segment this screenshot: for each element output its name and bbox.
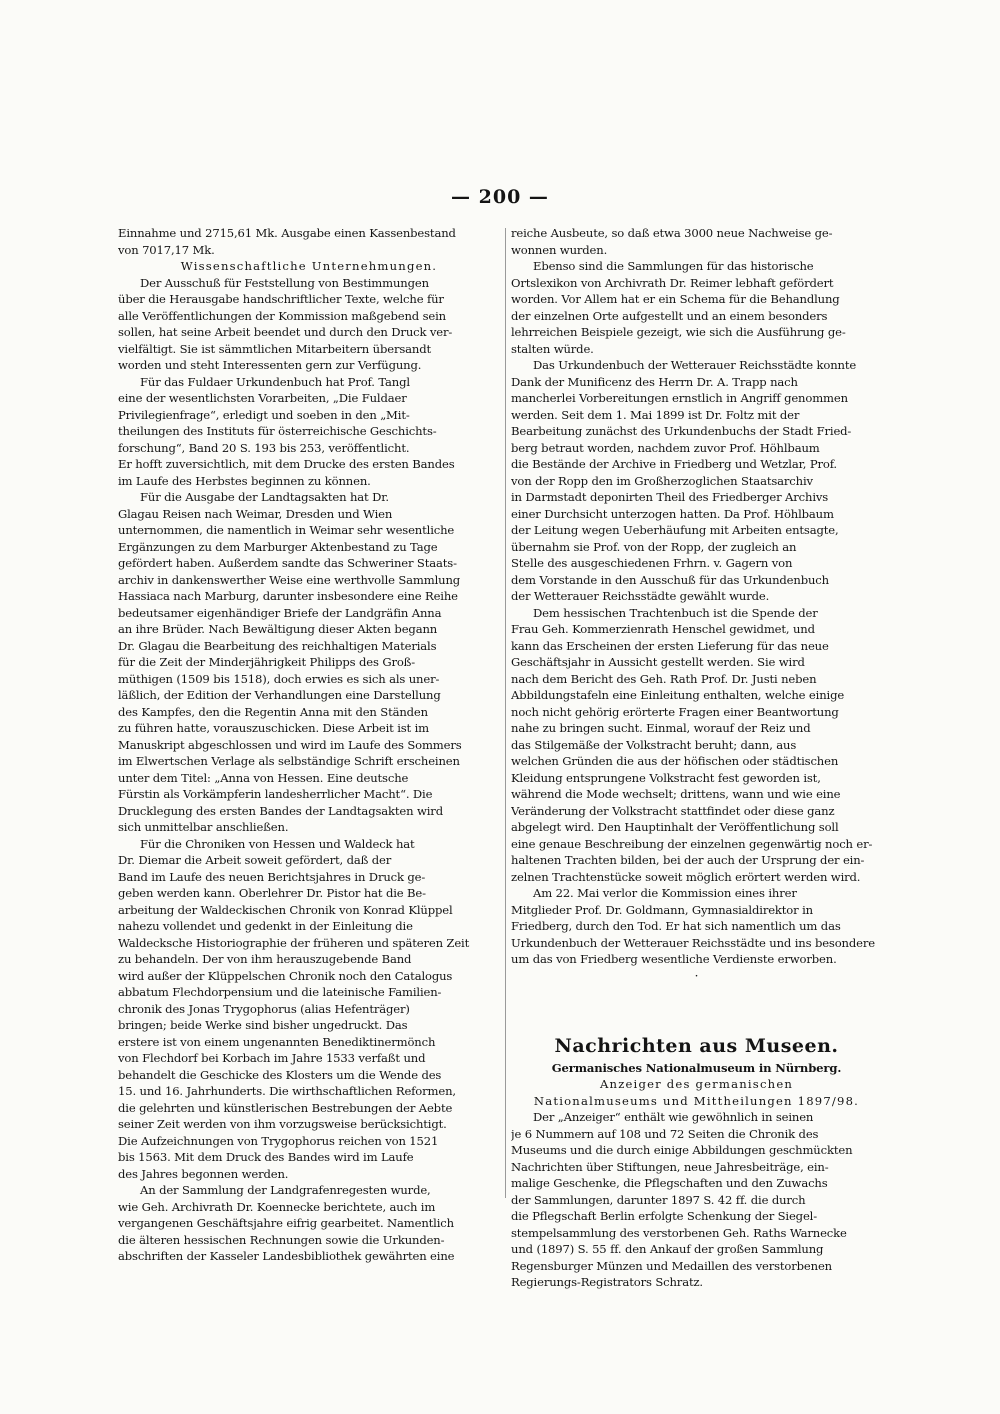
text-line: an ihre Brüder. Nach Bewältigung dieser Akten begann	[118, 622, 438, 636]
text-line: zu behandeln. Der von ihm herauszugebende Band	[118, 952, 412, 966]
right-column	[511, 225, 882, 1291]
text-line: der einzelnen Orte aufgestellt und an einem besonders	[511, 308, 828, 323]
text-line: Regierungs-Registrators Schratz.	[511, 1275, 703, 1289]
text-line: Nachrichten über Stiftungen, neue Jahresbeiträge, ein-	[511, 1159, 829, 1174]
text-line: noch nicht gehörig erörterte Fragen einer Beantwortung	[511, 704, 839, 719]
text-line: seiner Zeit werden von ihm vorzugsweise berücksichtigt.	[118, 1117, 447, 1131]
text-line: abgelegt wird. Den Hauptinhalt der Veröffentlichung soll	[511, 820, 839, 834]
text-line: Einnahme und 2715,61 Mk. Ausgabe einen Kassenbestand	[118, 226, 456, 240]
text-line: im Elwertschen Verlage als selbständige Schrift erscheinen	[118, 754, 460, 768]
text-line: und (1897) S. 55 ff. den Ankauf der großen Sammlung	[511, 1242, 824, 1256]
text-line: Manuskript abgeschlossen und wird im Laufe des Sommers	[118, 737, 462, 752]
text-line: werden. Seit dem 1. Mai 1899 ist Dr. Foltz mit der	[511, 407, 800, 422]
text-line: Für die Ausgabe der Landtagsakten hat Dr.	[140, 490, 389, 504]
text-line: Drucklegung des ersten Bandes der Landtagsakten wird	[118, 803, 443, 818]
text-line: malige Geschenke, die Pflegschaften und den Zuwachs	[511, 1176, 828, 1190]
text-line: sollen, hat seine Arbeit beendet und durch den Druck ver-	[118, 325, 453, 339]
text-line: Geschäftsjahr in Aussicht gestellt werden. Sie wird	[511, 655, 805, 669]
column-divider	[505, 228, 506, 1198]
text-line: Am 22. Mai verlor die Kommission eines ihrer	[533, 886, 797, 900]
text-line: während die Mode wechselt; drittens, wann und wie eine	[511, 787, 841, 801]
text-line: Band im Laufe des neuen Berichtsjahres in Druck ge-	[118, 869, 426, 884]
text-line: reiche Ausbeute, so daß etwa 3000 neue Nachweise ge-	[511, 226, 833, 240]
text-line: chronik des Jonas Trygophorus (alias Hefenträger)	[118, 1001, 410, 1016]
text-line: Glagau Reisen nach Weimar, Dresden und Wien	[118, 506, 393, 521]
text-line: der Sammlungen, darunter 1897 S. 42 ff. die durch	[511, 1192, 806, 1207]
left-column	[118, 225, 500, 1265]
text-line: Er hofft zuversichtlich, mit dem Drucke des ersten Bandes	[118, 457, 455, 471]
text-line: Der „Anzeiger“ enthält wie gewöhnlich in seinen	[533, 1110, 814, 1124]
text-line: erstere ist von einem ungenannten Benediktinermönch	[118, 1034, 436, 1049]
text-line: in Darmstadt deponirten Theil des Friedberger Archivs	[511, 490, 829, 504]
text-line: läßlich, der Edition der Verhandlungen eine Darstellung	[118, 688, 441, 702]
text-line: mancherlei Vorbereitungen ernstlich in Angriff genommen	[511, 391, 848, 405]
separator-dot: ·	[694, 968, 699, 983]
text-line: nahezu vollendet und gedenkt in der Einleitung die	[118, 919, 413, 933]
text-line: für die Zeit der Minderjährigkeit Philipps des Groß-	[118, 655, 416, 669]
text-line: Dank der Munificenz des Herrn Dr. A. Trapp nach	[511, 374, 798, 389]
section-text	[511, 1060, 882, 1291]
text-line: Fürstin als Vorkämpferin landesherrlicher Macht“. Die	[118, 787, 433, 801]
text-line: theilungen des Instituts für österreichische Geschichts-	[118, 424, 437, 438]
text-line: die älteren hessischen Rechnungen sowie die Urkunden-	[118, 1232, 445, 1247]
text-line: die Bestände der Archive in Friedberg und Wetzlar, Prof.	[511, 457, 837, 471]
text-line: zelnen Trachtenstücke soweit möglich erörtert werden wird.	[511, 869, 861, 884]
text-line: nach dem Bericht des Geh. Rath Prof. Dr. Justi neben	[511, 671, 817, 686]
text-line: Waldecksche Historiographie der früheren und späteren Zeit	[118, 935, 470, 950]
text-line: Ebenso sind die Sammlungen für das historische	[533, 259, 814, 273]
text-line: worden und steht Interessenten gern zur Verfügung.	[118, 358, 422, 372]
text-line: des Kampfes, den die Regentin Anna mit den Ständen	[118, 704, 428, 719]
text-line: der Wetterauer Reichsstädte gewählt wurde.	[511, 589, 770, 603]
text-line: Regensburger Münzen und Medaillen des verstorbenen	[511, 1258, 832, 1273]
text-line: von 7017,17 Mk.	[118, 242, 215, 257]
text-line: Das Urkundenbuch der Wetterauer Reichsstädte konnte	[533, 358, 857, 372]
text-line: wonnen wurden.	[511, 242, 608, 257]
text-line: von Flechdorf bei Korbach im Jahre 1533 verfaßt und	[118, 1051, 426, 1065]
text-line: Privilegienfrage“, erledigt und soeben in den „Mit-	[118, 407, 410, 422]
text-line: Bearbeitung zunächst des Urkundenbuchs der Stadt Fried-	[511, 424, 852, 438]
text-line: vergangenen Geschäftsjahre eifrig gearbeitet. Namentlich	[118, 1216, 454, 1230]
text-line: einer Durchsicht unterzogen hatten. Da Prof. Höhlbaum	[511, 506, 834, 521]
text-line: Für das Fuldaer Urkundenbuch hat Prof. Tangl	[140, 374, 410, 389]
right-column-text	[511, 225, 882, 968]
text-line: bis 1563. Mit dem Druck des Bandes wird im Laufe	[118, 1150, 414, 1164]
text-line: um das von Friedberg wesentliche Verdienste erworben.	[511, 952, 837, 966]
text-line: wie Geh. Archivrath Dr. Koennecke berichtete, auch im	[118, 1199, 436, 1214]
text-line: kann das Erscheinen der ersten Lieferung für das neue	[511, 638, 829, 653]
text-line: bedeutsamer eigenhändiger Briefe der Landgräfin Anna	[118, 605, 442, 620]
text-line: Der Ausschuß für Feststellung von Bestimmungen	[140, 275, 429, 290]
text-line: Museums und die durch einige Abbildungen geschmückten	[511, 1143, 853, 1157]
page-number: — 200 —	[451, 186, 549, 208]
text-line: abbatum Flechdorpensium und die lateinische Familien-	[118, 985, 442, 999]
text-line: Stelle des ausgeschiedenen Frhrn. v. Gagern von	[511, 556, 793, 570]
text-line: unternommen, die namentlich in Weimar sehr wesentliche	[118, 523, 455, 537]
text-line: übernahm sie Prof. von der Ropp, der zugleich an	[511, 539, 797, 554]
text-line: Hassiaca nach Marburg, darunter insbesondere eine Reihe	[118, 589, 458, 603]
text-line: Mitglieder Prof. Dr. Goldmann, Gymnasialdirektor in	[511, 902, 813, 917]
text-line: von der Ropp den im Großherzoglichen Staatsarchiv	[511, 473, 813, 488]
text-line: über die Herausgabe handschriftlicher Texte, welche für	[118, 292, 444, 306]
text-line: Dem hessischen Trachtenbuch ist die Spende der	[533, 605, 818, 620]
text-line: Veränderung der Volkstracht stattfindet oder diese ganz	[511, 803, 835, 818]
text-line: unter dem Titel: „Anna von Hessen. Eine deutsche	[118, 770, 409, 785]
section-title: Nachrichten aus Museen.	[554, 1034, 839, 1057]
text-line: bringen; beide Werke sind bisher ungedruckt. Das	[118, 1018, 408, 1032]
text-line: geben werden kann. Oberlehrer Dr. Pistor hat die Be-	[118, 886, 426, 900]
text-line: die Pflegschaft Berlin erfolgte Schenkung der Siegel-	[511, 1209, 817, 1223]
text-line: nahe zu bringen sucht. Einmal, worauf der Reiz und	[511, 721, 811, 735]
text-line: zu führen hatte, vorauszuschicken. Diese Arbeit ist im	[118, 721, 429, 735]
text-line: abschriften der Kasseler Landesbibliothek gewährten eine	[118, 1249, 455, 1263]
text-line: eine der wesentlichsten Vorarbeiten, „Die Fuldaer	[118, 391, 407, 405]
text-line: müthigen (1509 bis 1518), doch erwies es sich als uner-	[118, 671, 440, 686]
text-line: wird außer der Klüppelschen Chronik noch den Catalogus	[118, 968, 453, 983]
text-line: Germanisches Nationalmuseum in Nürnberg.	[551, 1060, 842, 1075]
text-line: eine genaue Beschreibung der einzelnen gegenwärtig noch er-	[511, 836, 873, 851]
text-line: 15. und 16. Jahrhunderts. Die wirthschaftlichen Reformen,	[118, 1084, 456, 1098]
text-line: stalten würde.	[511, 341, 594, 356]
text-line: Ergänzungen zu dem Marburger Aktenbestand zu Tage	[118, 539, 438, 554]
text-line: Die Aufzeichnungen von Trygophorus reichen von 1521	[118, 1133, 439, 1148]
text-line: arbeitung der Waldeckischen Chronik von Konrad Klüppel	[118, 902, 453, 917]
text-line: Friedberg, durch den Tod. Er hat sich namentlich um das	[511, 919, 841, 933]
text-line: sich unmittelbar anschließen.	[118, 820, 289, 834]
text-line: Dr. Glagau die Bearbeitung des reichhaltigen Materials	[118, 638, 437, 653]
text-line: Anzeiger des germanischen	[599, 1077, 794, 1091]
text-line: lehrreichen Beispiele gezeigt, wie sich die Ausführung ge-	[511, 325, 846, 339]
text-line: je 6 Nummern auf 108 und 72 Seiten die Chronik des	[511, 1126, 819, 1141]
text-line: worden. Vor Allem hat er ein Schema für die Behandlung	[511, 292, 840, 306]
text-line: des Jahres begonnen werden.	[118, 1166, 289, 1181]
text-line: alle Veröffentlichungen der Kommission maßgebend sein	[118, 308, 446, 323]
text-line: im Laufe des Herbstes beginnen zu können.	[118, 473, 371, 488]
text-line: behandelt die Geschicke des Klosters um die Wende des	[118, 1067, 442, 1082]
text-line: Ortslexikon von Archivrath Dr. Reimer lebhaft gefördert	[511, 275, 834, 290]
text-line: vielfältigt. Sie ist sämmtlichen Mitarbeitern übersandt	[118, 341, 432, 356]
text-line: Kleidung entsprungene Volkstracht fest geworden ist,	[511, 770, 821, 785]
text-line: forschung“, Band 20 S. 193 bis 253, veröffentlicht.	[118, 440, 410, 455]
text-line: die gelehrten und künstlerischen Bestrebungen der Aebte	[118, 1100, 453, 1115]
text-line: An der Sammlung der Landgrafenregesten wurde,	[140, 1183, 431, 1197]
text-line: archiv in dankenswerther Weise eine werthvolle Sammlung	[118, 572, 461, 587]
text-line: Abbildungstafeln eine Einleitung enthalten, welche einige	[511, 688, 845, 702]
section-gap	[511, 984, 882, 1032]
text-line: dem Vorstande in den Ausschuß für das Urkundenbuch	[511, 572, 829, 587]
text-line: berg betraut worden, nachdem zuvor Prof. Höhlbaum	[511, 440, 820, 455]
text-line: Urkundenbuch der Wetterauer Reichsstädte und ins besondere	[511, 935, 875, 950]
text-line: das Stilgemäße der Volkstracht beruht; dann, aus	[511, 737, 797, 752]
text-line: Dr. Diemar die Arbeit soweit gefördert, daß der	[118, 853, 392, 867]
text-line: der Leitung wegen Ueberhäufung mit Arbeiten entsagte,	[511, 523, 839, 537]
text-line: haltenen Trachten bilden, bei der auch der Ursprung der ein-	[511, 853, 865, 867]
text-line: Frau Geh. Kommerzienrath Henschel gewidmet, und	[511, 622, 815, 636]
text-line: welchen Gründen die aus der höfischen oder städtischen	[511, 754, 839, 768]
text-line: Für die Chroniken von Hessen und Waldeck hat	[140, 836, 415, 851]
text-line: gefördert haben. Außerdem sandte das Schweriner Staats-	[118, 556, 457, 570]
text-line: Wissenschaftliche Unternehmungen.	[180, 259, 438, 273]
text-line: stempelsammlung des verstorbenen Geh. Raths Warnecke	[511, 1225, 847, 1240]
text-line: Nationalmuseums und Mittheilungen 1897/98.	[533, 1093, 860, 1108]
